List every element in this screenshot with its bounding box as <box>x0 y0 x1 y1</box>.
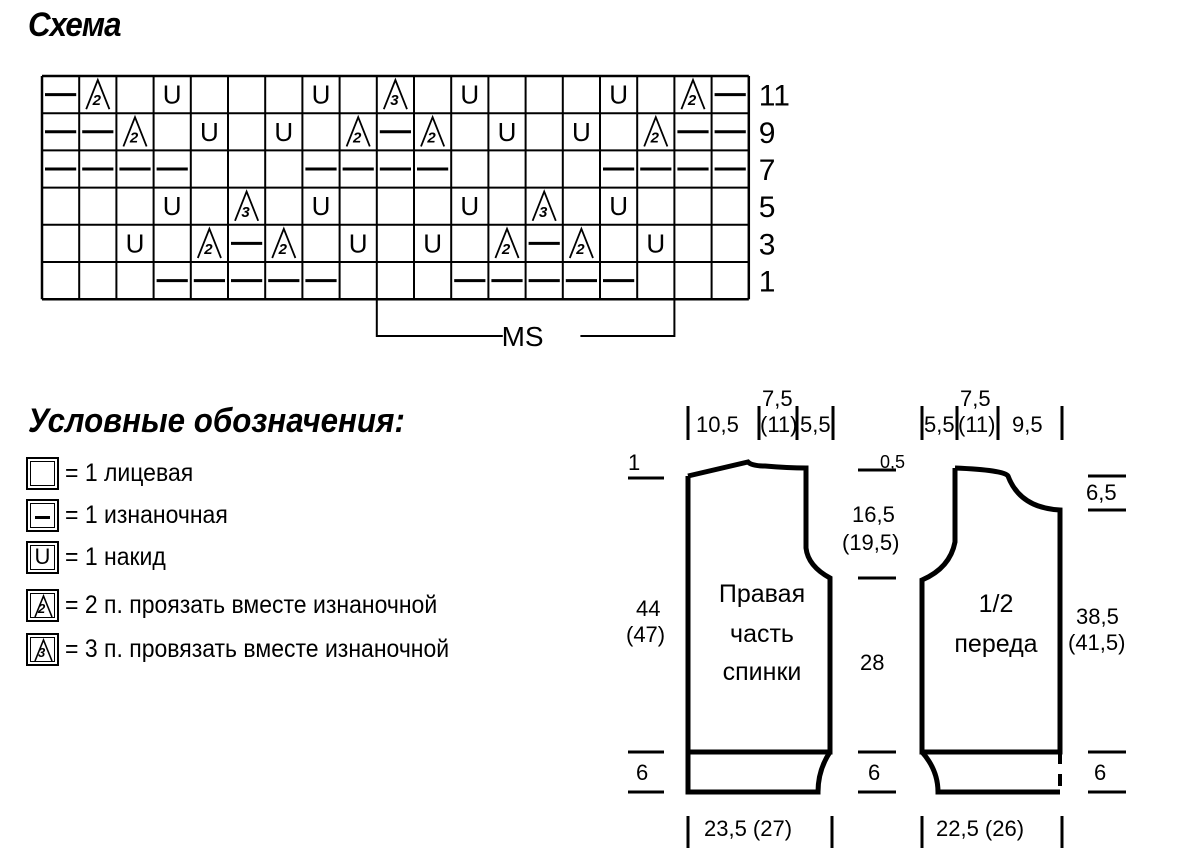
yarn-over-symbol-icon: U <box>26 541 59 574</box>
front-top-width-3: 9,5 <box>1012 412 1043 437</box>
mid-top: 0,5 <box>880 452 906 472</box>
stitch-number: 2 <box>501 241 511 258</box>
yarn-over-stitch: U <box>162 191 182 222</box>
three-together-symbol-icon: 3 <box>26 633 59 666</box>
yarn-over-stitch: U <box>162 79 182 110</box>
back-bottom-width: 23,5 (27) <box>704 816 793 841</box>
yarn-over-stitch: U <box>200 116 219 147</box>
front-height-alt: (41,5) <box>1068 630 1126 655</box>
yarn-over-stitch: U <box>609 191 628 222</box>
legend-text: = 1 накид <box>65 542 166 571</box>
legend-text: = 2 п. проязать вместе изнаночной <box>65 590 438 619</box>
stitch-number: 2 <box>650 129 659 147</box>
armhole-height-alt: (19,5) <box>842 530 900 555</box>
stitch-number: 2 <box>92 92 101 110</box>
legend-text: = 1 изнаночная <box>65 500 228 529</box>
yarn-over-stitch: U <box>497 116 517 147</box>
yarn-over-stitch: U <box>348 228 368 259</box>
yarn-over-stitch: U <box>125 228 145 259</box>
front-label-1: 1/2 <box>978 590 1014 618</box>
front-top-width-1: 5,5 <box>924 412 955 437</box>
two-together-symbol-icon: 2 <box>26 589 59 622</box>
row-number: 7 <box>758 154 776 187</box>
yarn-over-stitch: U <box>311 79 331 110</box>
yarn-over-stitch: U <box>460 79 480 110</box>
yarn-over-stitch: U <box>274 116 294 147</box>
row-number: 11 <box>758 79 790 113</box>
back-neck-width-alt: (11) <box>760 412 798 437</box>
back-label-3: спинки <box>722 658 802 686</box>
row-number: 5 <box>758 191 776 225</box>
back-label-1: Правая <box>718 580 806 608</box>
yarn-over-stitch: U <box>609 79 628 110</box>
stitch-number: 2 <box>129 129 139 147</box>
front-rib-height: 6 <box>1094 760 1107 785</box>
front-height: 38,5 <box>1076 604 1119 629</box>
mid-rib-height: 6 <box>868 760 881 785</box>
back-height-alt: (47) <box>626 622 666 647</box>
back-neck-width: 7,5 <box>762 386 793 411</box>
back-label-2: часть <box>730 620 794 648</box>
legend-text: = 3 п. провязать вместе изнаночной <box>65 634 450 663</box>
row-number: 9 <box>758 116 776 150</box>
stitch-number: 2 <box>353 129 362 147</box>
stitch-number: 2 <box>204 241 213 258</box>
page-title: Схема <box>28 6 121 44</box>
back-rib-height: 6 <box>636 760 649 785</box>
yarn-over-stitch: U <box>311 191 331 222</box>
armhole-height: 16,5 <box>852 502 895 527</box>
back-top-width-3: 5,5 <box>800 412 831 437</box>
front-neck-depth: 6,5 <box>1086 480 1117 505</box>
row-number: 1 <box>758 265 776 299</box>
yarn-over-stitch: U <box>646 228 666 259</box>
back-height: 44 <box>636 596 661 621</box>
back-top-width-1: 10,5 <box>696 412 739 437</box>
yarn-over-stitch: U <box>572 116 591 147</box>
legend-text: = 1 лицевая <box>65 458 194 487</box>
ms-label: MS <box>501 321 544 352</box>
side-height: 28 <box>860 650 885 675</box>
front-neck-width-alt: (11) <box>958 412 996 437</box>
legend-title: Условные обозначения: <box>28 402 405 440</box>
stitch-number: 3 <box>539 203 548 221</box>
stitch-number: 2 <box>427 129 436 147</box>
stitch-number: 3 <box>241 203 250 221</box>
stitch-number: 2 <box>278 241 287 258</box>
yarn-over-stitch: U <box>423 228 442 259</box>
front-label-2: переда <box>954 630 1038 658</box>
stitch-number: 3 <box>390 92 399 110</box>
stitch-number: 2 <box>687 92 697 110</box>
row-number: 3 <box>758 228 776 262</box>
stitch-number: 2 <box>576 241 585 258</box>
yarn-over-stitch: U <box>460 191 480 222</box>
back-shoulder-drop: 1 <box>628 450 641 475</box>
front-rib <box>922 752 1060 792</box>
front-bottom-width: 22,5 (26) <box>936 816 1025 841</box>
front-neck-width: 7,5 <box>960 386 991 411</box>
back-rib <box>688 752 830 792</box>
